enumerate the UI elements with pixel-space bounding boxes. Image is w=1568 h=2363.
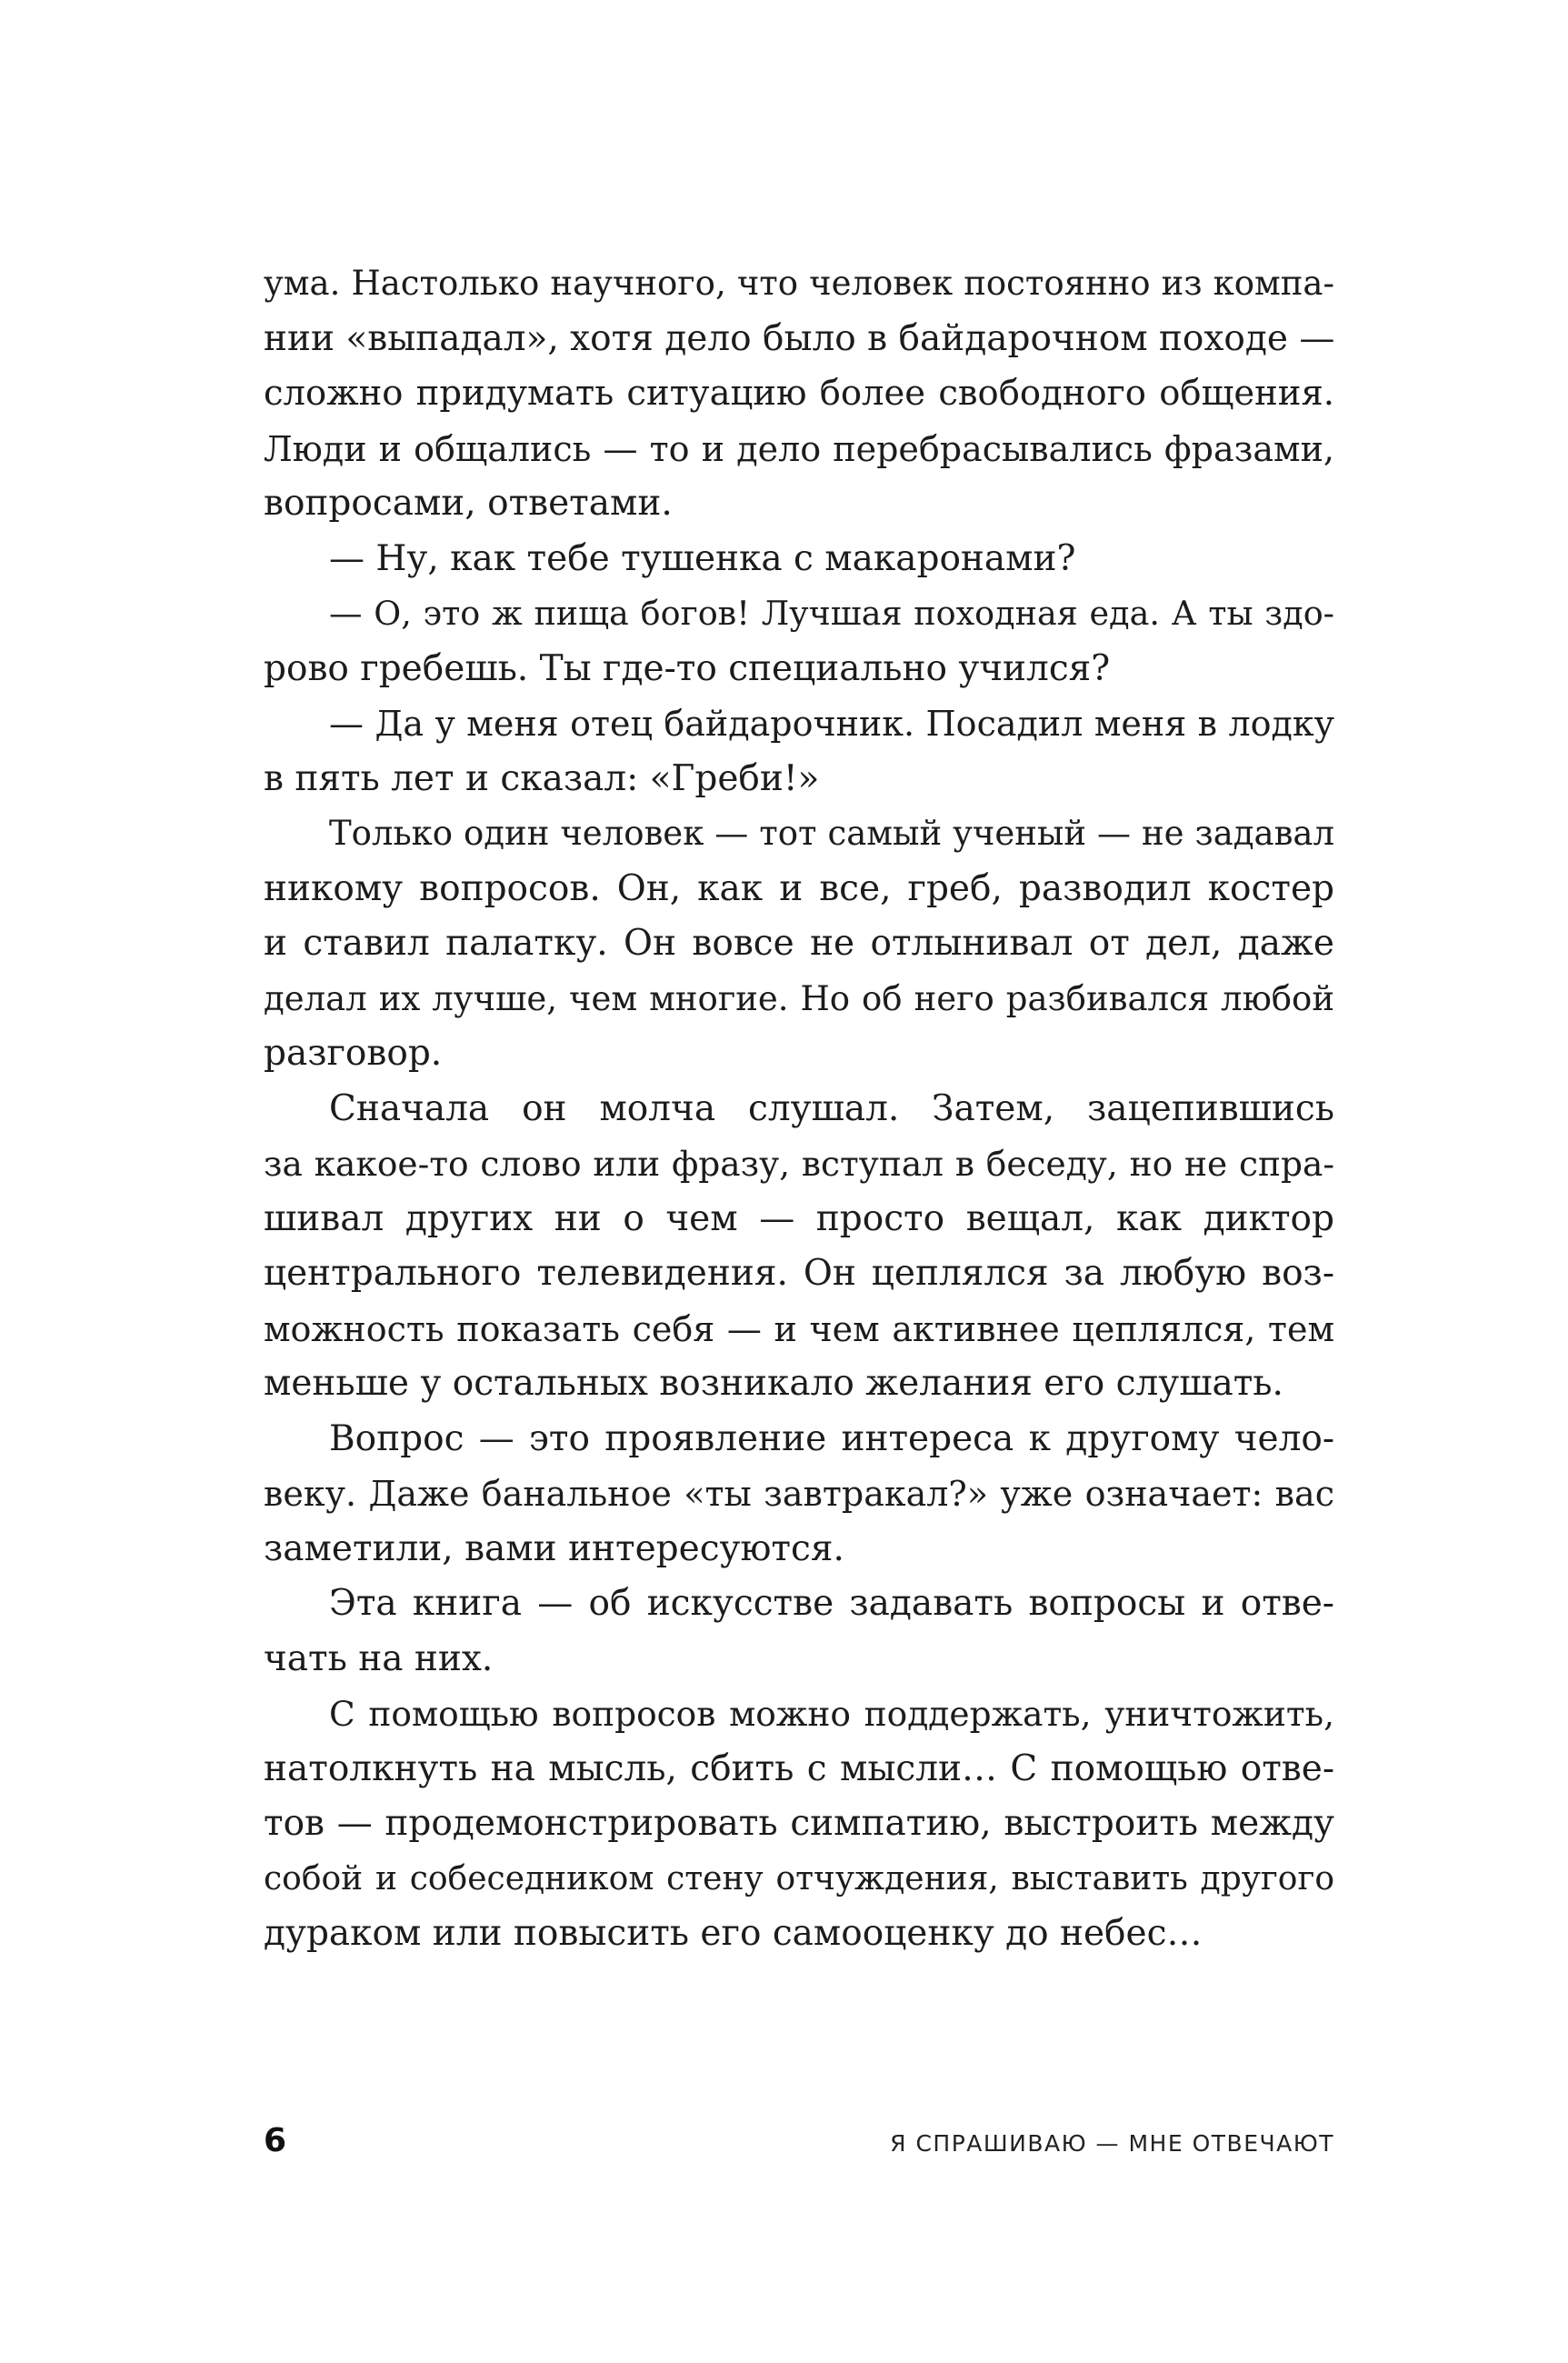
paragraph-start: С помощью вопросов можно поддержать, уничтожить, — [329, 1694, 1334, 1734]
page-number: 6 — [264, 2122, 287, 2159]
dialogue-line: — Да у меня отец байдарочник. Посадил меня в лодку — [329, 704, 1334, 744]
dialogue-line: — О, это ж пища богов! Лучшая походная еда. А ты здо- — [329, 594, 1334, 633]
text-line: рово гребешь. Ты где-то специально учился? — [264, 647, 1111, 689]
text-line: веку. Даже банальное «ты завтракал?» уже означает: вас — [264, 1474, 1334, 1514]
running-title: Я СПРАШИВАЮ — МНЕ ОТВЕЧАЮТ — [890, 2130, 1334, 2157]
text-line: чать на них. — [264, 1637, 494, 1679]
text-line: и ставил палатку. Он вовсе не отлынивал от дел, даже — [264, 923, 1334, 964]
text-line: собой и собеседником стену отчуждения, выставить другого — [264, 1859, 1334, 1897]
text-line: за какое-то слово или фразу, вступал в беседу, но не спра- — [264, 1144, 1334, 1184]
text-line: нии «выпадал», хотя дело было в байдарочном походе — — [264, 317, 1335, 359]
paragraph-start: Вопрос — это проявление интереса к другому чело- — [329, 1417, 1334, 1459]
text-line: натолкнуть на мысль, сбить с мысли… С помощью отве- — [264, 1747, 1334, 1789]
text-line: вопросами, ответами. — [264, 483, 673, 524]
dialogue-line: — Ну, как тебе тушенка с макаронами? — [329, 537, 1076, 579]
text-line: шивал других ни о чем — просто вещал, как диктор — [264, 1197, 1334, 1239]
text-line: Люди и общались — то и дело перебрасывались фразами, — [264, 428, 1334, 469]
text-line: сложно придумать ситуацию более свободного общения. — [264, 373, 1334, 414]
text-line: никому вопросов. Он, как и все, греб, разводил костер — [264, 867, 1334, 909]
text-line: заметили, вами интересуются. — [264, 1527, 844, 1569]
text-line: дураком или повысить его самооценку до небес… — [264, 1913, 1203, 1954]
text-line: в пять лет и сказал: «Греби!» — [264, 757, 820, 799]
text-line: меньше у остальных возникало желания его слушать. — [264, 1363, 1283, 1404]
text-line: можность показать себя — и чем активнее цеплялся, тем — [264, 1308, 1334, 1349]
text-line: тов — продемонстрировать симпатию, выстроить между — [264, 1803, 1334, 1844]
text-line: разговор. — [264, 1033, 443, 1074]
page-footer — [264, 2118, 1334, 2173]
text-line: центрального телевидения. Он цеплялся за любую воз- — [264, 1253, 1334, 1294]
text-line: ума. Настолько научного, что человек постоянно из компа- — [264, 264, 1334, 303]
text-line: делал их лучше, чем многие. Но об него разбивался любой — [264, 978, 1334, 1018]
paragraph-start: Эта книга — об искусстве задавать вопросы и отве- — [329, 1583, 1334, 1624]
body-text — [264, 256, 1334, 1962]
paragraph-start: Сначала он молча слушал. Затем, зацепившись — [329, 1087, 1334, 1129]
paragraph-start: Только один человек — тот самый ученый — не задавал — [329, 814, 1334, 853]
